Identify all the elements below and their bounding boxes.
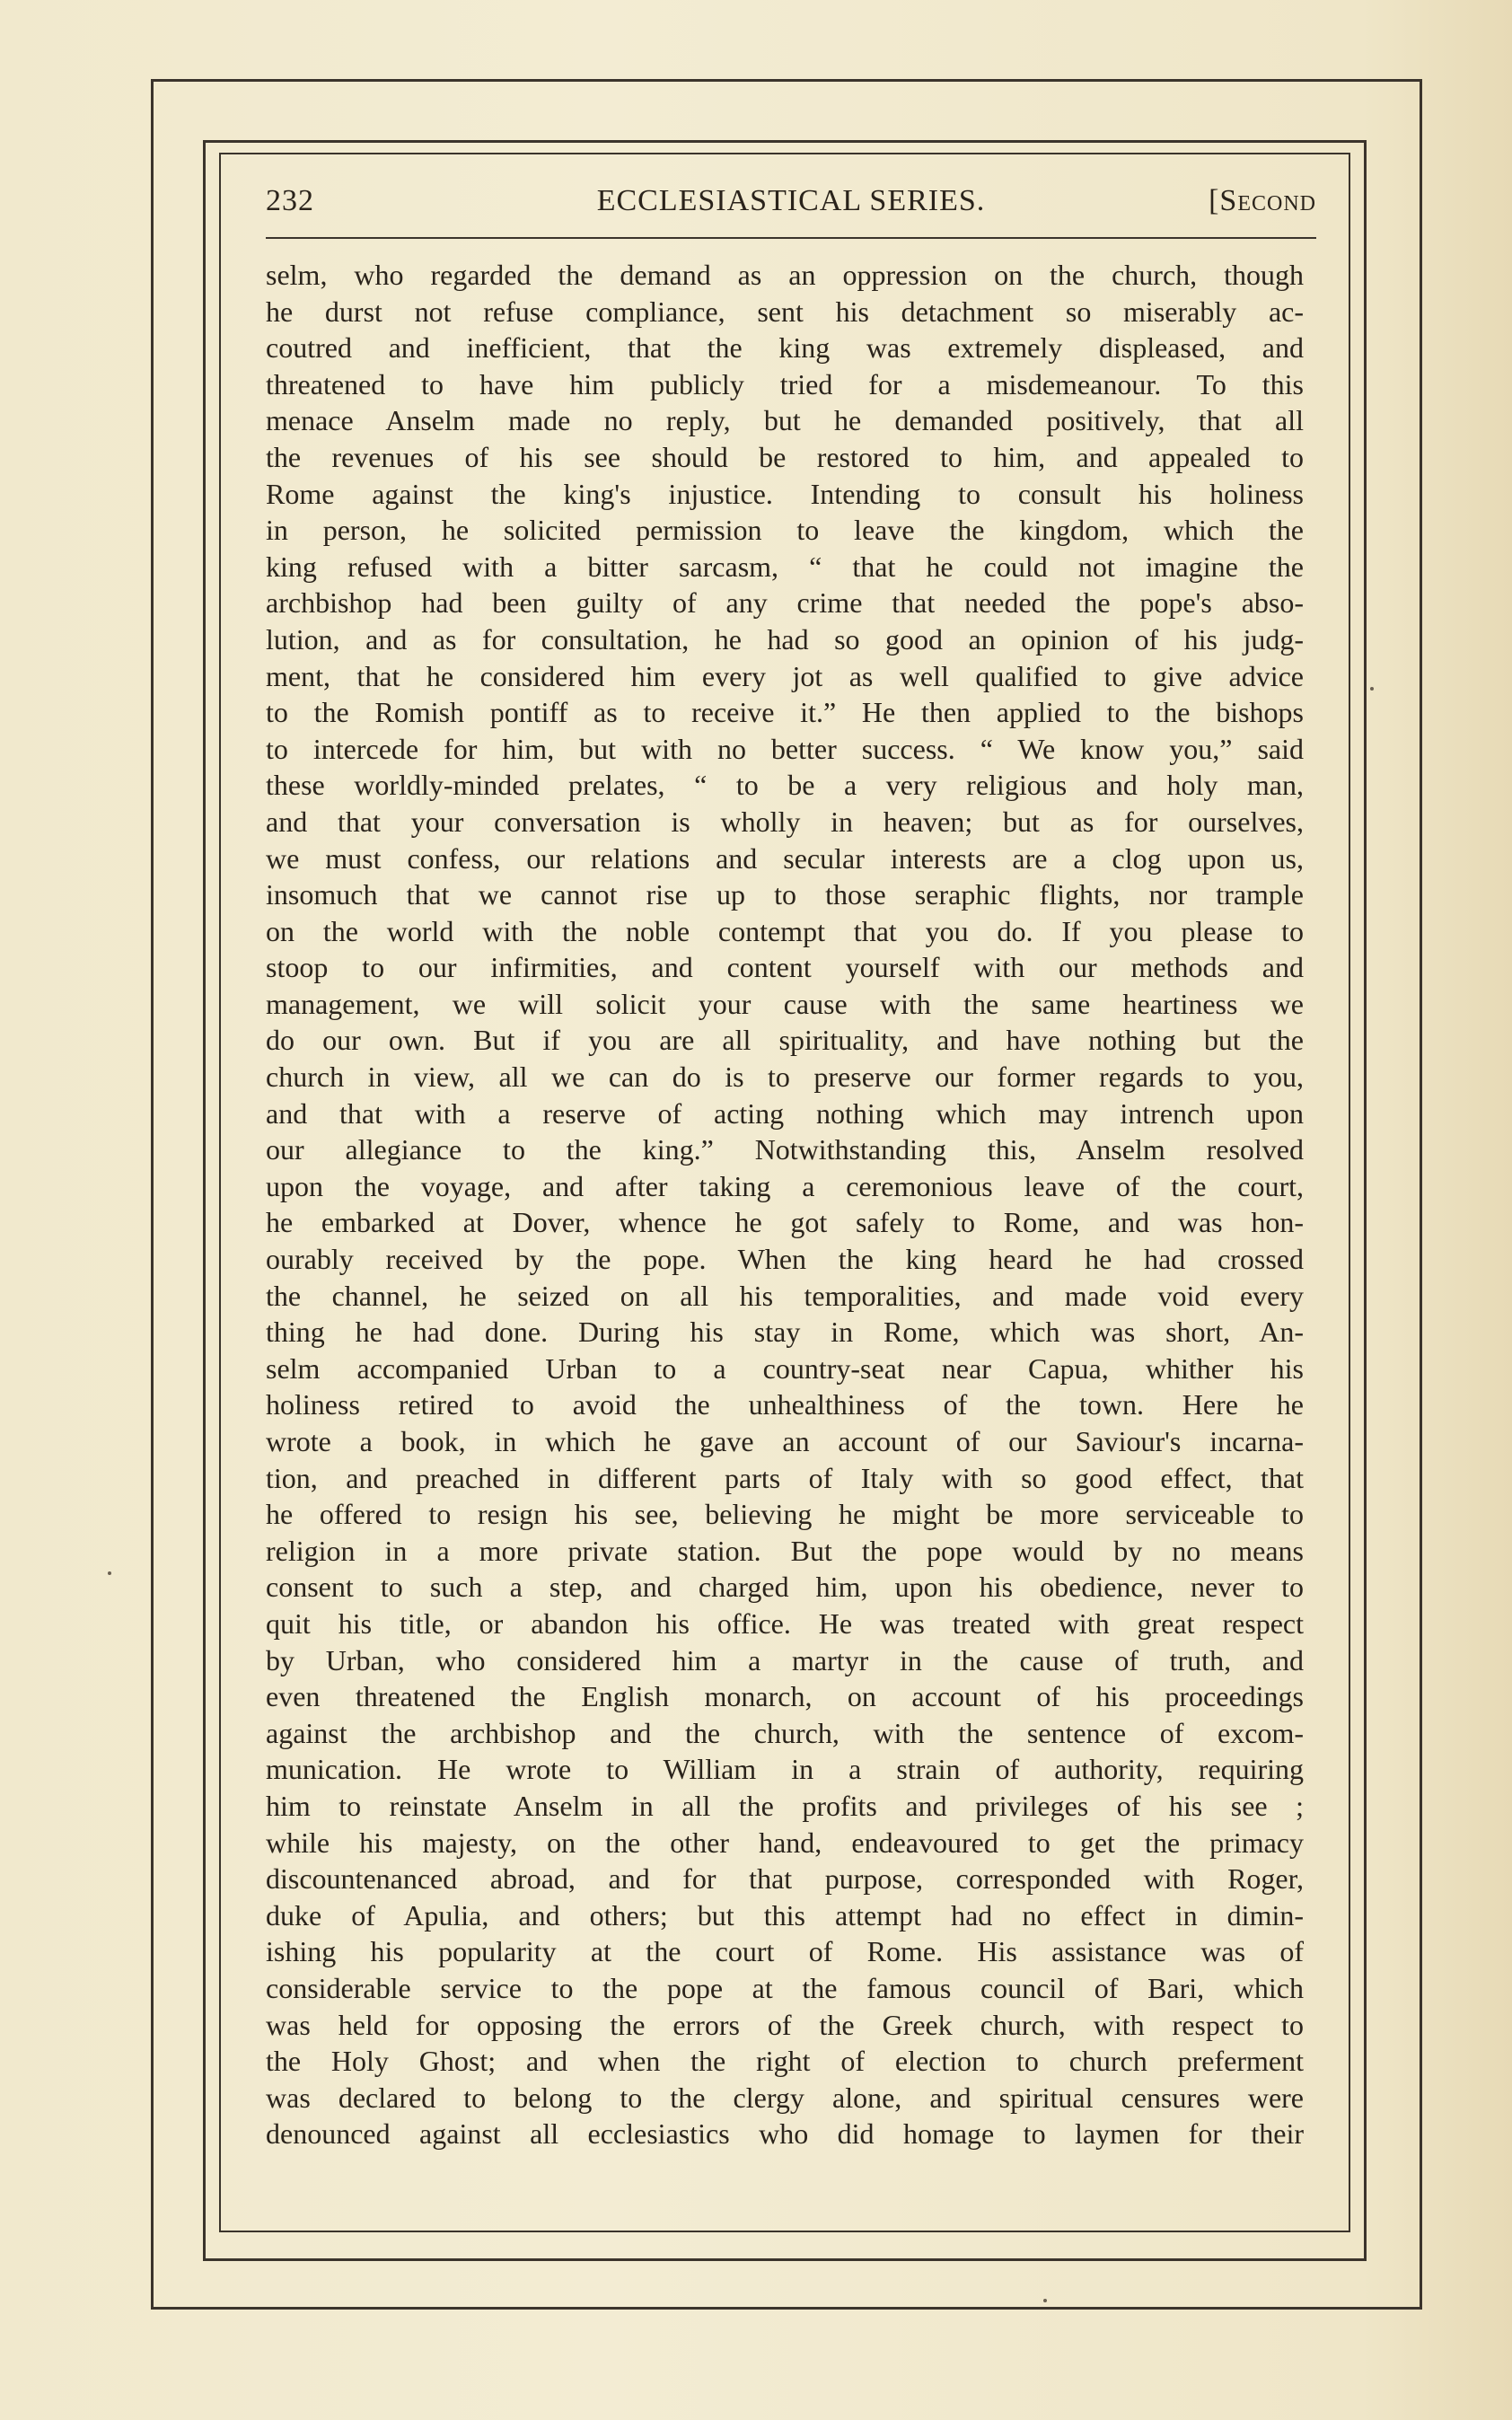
text-line: on the world with the noble contempt that you do. If you please to [266, 914, 1304, 947]
text-line: selm accompanied Urban to a country-seat near Capua, whither his [266, 1351, 1304, 1385]
text-line: the revenues of his see should be restored to him, and appealed to [266, 440, 1304, 473]
text-line: considerable service to the pope at the famous council of Bari, which [266, 1971, 1304, 2004]
text-line: to intercede for him, but with no better success. “ We know you,” said [266, 732, 1304, 765]
text-line: stoop to our infirmities, and content yourself with our methods and [266, 951, 1304, 984]
text-line: munication. He wrote to William in a strain of authority, requiring [266, 1753, 1304, 1786]
text-line: was declared to belong to the clergy alone, and spiritual censures were [266, 2081, 1304, 2114]
text-line: king refused with a bitter sarcasm, “ that he could not imagine the [266, 550, 1304, 583]
text-line: lution, and as for consultation, he had so good an opinion of his judg- [266, 622, 1304, 656]
text-line: he durst not refuse compliance, sent his detachment so miserably ac- [266, 295, 1304, 328]
text-line: discountenanced abroad, and for that purpose, corresponded with Roger, [266, 1862, 1304, 1896]
text-line: these worldly-minded prelates, “ to be a very religious and holy man, [266, 769, 1304, 802]
paper-speck [1370, 687, 1374, 691]
text-line: tion, and preached in different parts of Italy with so good effect, that [266, 1461, 1304, 1494]
body-text [266, 257, 1304, 2152]
text-line: do our own. But if you are all spirituality, and have nothing but the [266, 1024, 1304, 1057]
text-line: coutred and inefficient, that the king was extremely displeased, and [266, 331, 1304, 365]
text-line: our allegiance to the king.” Notwithstanding this, Anselm resolved [266, 1133, 1304, 1166]
paper-speck [1043, 2299, 1047, 2302]
text-line: even threatened the English monarch, on account of his proceedings [266, 1680, 1304, 1713]
header-rule [266, 237, 1316, 239]
text-line: ment, that he considered him every jot as well qualified to give advice [266, 659, 1304, 692]
text-line: to the Romish pontiff as to receive it.” He then applied to the bishops [266, 696, 1304, 729]
text-line: management, we will solicit your cause with the same heartiness we [266, 987, 1304, 1020]
text-line: thing he had done. During his stay in Rome, which was short, An- [266, 1316, 1304, 1349]
text-line: wrote a book, in which he gave an account of our Saviour's incarna- [266, 1425, 1304, 1457]
text-line: Rome against the king's injustice. Intending to consult his holiness [266, 477, 1304, 510]
text-line: consent to such a step, and charged him, upon his obedience, never to [266, 1571, 1304, 1604]
text-line: church in view, all we can do is to preserve our former regards to you, [266, 1060, 1304, 1094]
text-line: quit his title, or abandon his office. He was treated with great respect [266, 1606, 1304, 1640]
text-line: ishing his popularity at the court of Rome. His assistance was of [266, 1935, 1304, 1968]
text-line: ourably received by the pope. When the king heard he had crossed [266, 1243, 1304, 1276]
running-head [266, 184, 1316, 234]
page-number: 232 [266, 184, 314, 217]
series-title: ECCLESIASTICAL SERIES. [596, 184, 986, 217]
paper-speck [108, 1571, 111, 1575]
text-line: and that with a reserve of acting nothing which may intrench upon [266, 1096, 1304, 1130]
text-line: the Holy Ghost; and when the right of election to church preferment [266, 2045, 1304, 2078]
text-line: him to reinstate Anselm in all the profits and privileges of his see ; [266, 1789, 1304, 1822]
text-line: while his majesty, on the other hand, endeavoured to get the primacy [266, 1826, 1304, 1859]
text-line: selm, who regarded the demand as an oppression on the church, though [266, 259, 1304, 291]
text-line: denounced against all ecclesiastics who did homage to laymen for their [266, 2117, 1304, 2151]
text-line: we must confess, our relations and secular interests are a clog upon us, [266, 841, 1304, 875]
text-line: threatened to have him publicly tried for a misdemeanour. To this [266, 367, 1304, 400]
section-mark: [Second [1209, 184, 1316, 217]
text-line: archbishop had been guilty of any crime that needed the pope's abso- [266, 586, 1304, 620]
text-line: and that your conversation is wholly in heaven; but as for ourselves, [266, 805, 1304, 838]
text-line: menace Anselm made no reply, but he demanded positively, that all [266, 404, 1304, 437]
text-line: by Urban, who considered him a martyr in the cause of truth, and [266, 1643, 1304, 1676]
text-line: he offered to resign his see, believing he might be more serviceable to [266, 1498, 1304, 1531]
text-line: upon the voyage, and after taking a ceremonious leave of the court, [266, 1169, 1304, 1202]
text-line: against the archbishop and the church, with the sentence of excom- [266, 1716, 1304, 1749]
text-line: duke of Apulia, and others; but this attempt had no effect in dimin- [266, 1898, 1304, 1932]
text-line: he embarked at Dover, whence he got safely to Rome, and was hon- [266, 1206, 1304, 1239]
text-line: the channel, he seized on all his temporalities, and made void every [266, 1279, 1304, 1312]
text-line: in person, he solicited permission to leave the kingdom, which the [266, 514, 1304, 547]
text-line: holiness retired to avoid the unhealthiness of the town. Here he [266, 1388, 1304, 1421]
text-line: was held for opposing the errors of the Greek church, with respect to [266, 2008, 1304, 2041]
text-line: religion in a more private station. But the pope would by no means [266, 1534, 1304, 1567]
text-line: insomuch that we cannot rise up to those seraphic flights, nor trample [266, 878, 1304, 911]
